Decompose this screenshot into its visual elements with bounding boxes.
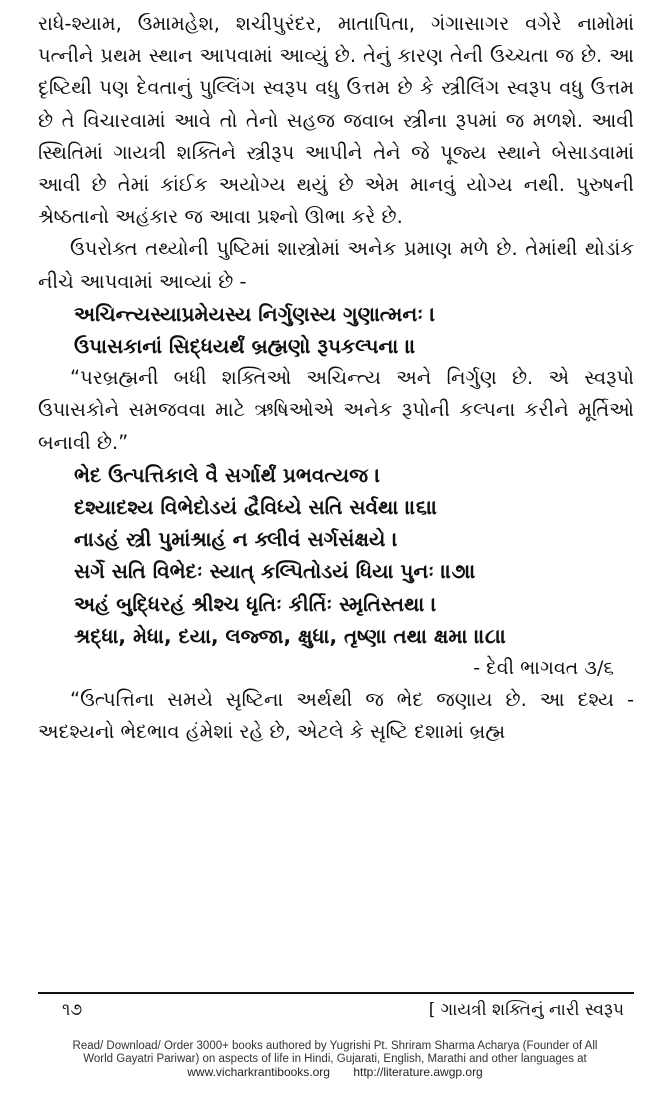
credit-links	[0, 1066, 670, 1079]
verse-source: - દેવી ભાગવત ૩/૬	[473, 657, 614, 680]
book-title: [ ગાયત્રી શક્તિનું નારી સ્વરૂપ	[428, 1000, 624, 1020]
publisher-credit	[0, 1040, 670, 1079]
verse-line: શ્રદ્ધા, મેધા, દયા, લજ્જા, ક્ષુધા, તૃષ્ણા તથા ક્ષમા ॥૮॥	[74, 623, 507, 648]
credit-line-1: Read/ Download/ Order 3000+ books authored by Yugrishi Pt. Shriram Sharma Acharya (Founder of All	[72, 1040, 598, 1052]
page-footer	[38, 1000, 634, 1028]
website-link[interactable]: www.vicharkrantibooks.org	[187, 1065, 330, 1079]
verse-line: સર્ગે સતિ વિભેદઃ સ્યાત્ કલ્પિતોડયં ધિયા પુનઃ ॥૭॥	[74, 559, 476, 584]
literature-link[interactable]: http://literature.awgp.org	[353, 1065, 483, 1079]
page-body	[38, 8, 634, 748]
body-paragraph-3: “પરબ્રહ્મની બધી શક્તિઓ અચિન્ત્ય અને નિર્ગુણ છે. એ સ્વરૂપો ઉપાસકોને સમજવવા માટે ઋષિઓએ અનેક રૂપોની કલ્પના કરીને મૂર્તિઓ બનાવી છે.”	[38, 366, 634, 454]
verse-line: ભેદ ઉત્પત્તિકાલે વૈ સર્ગાર્થં પ્રભવત્યજ ।	[74, 462, 381, 487]
credit-line-2: World Gayatri Pariwar) on aspects of life in Hindi, Gujarati, English, Marathi and other languages at	[83, 1053, 587, 1065]
verse-line: દશ્યાદશ્ય વિભેદોડયં દ્વૈવિધ્યે સતિ સર્વથા ॥૬॥	[74, 495, 438, 520]
footer-divider	[38, 992, 634, 994]
page-number: ૧૭	[62, 1000, 83, 1020]
verse-line: અચિન્ત્યસ્યાપ્રમેયસ્ય નિર્ગુણસ્ય ગુણાત્મનઃ ।	[74, 301, 436, 326]
verse-line: નાડહં સ્ત્રી પુમાંશ્રાહં ન ક્લીવં સર્ગસંક્ષયે ।	[74, 527, 398, 552]
body-paragraph-4: “ઉત્પત્તિના સમયે સૃષ્ટિના અર્થથી જ ભેદ જણાય છે. આ દશ્ય - અદશ્યનો ભેદભાવ હંમેશાં રહે છે, એટલે કે સૃષ્ટિ દશામાં બ્રહ્મ	[38, 688, 634, 744]
verse-line: અહં બુદ્ધિરહં શ્રીશ્ચ ધૃતિઃ કીર્તિઃ સ્મૃતિસ્તથા ।	[74, 591, 437, 616]
verse-line: ઉપાસકાનાં સિદ્ધયર્થં બ્રહ્મણો રૂપકલ્પના ॥	[74, 334, 416, 359]
body-paragraph-1: રાધે-શ્યામ, ઉમામહેશ, શચીપુરંદર, માતાપિતા, ગંગાસાગર વગેરે નામોમાં પત્નીને પ્રથમ સ્થાન આપવામાં આવ્યું છે. તેનું કારણ તેની ઉચ્ચતા જ છે. આ દૃષ્ટિથી પણ દેવતાનું પુલ્લિંગ સ્વરૂપ વધુ ઉત્તમ છે કે સ્ત્રીલિંગ સ્વરૂપ વધુ ઉત્તમ છે તે વિચારવામાં આવે તો તેનો સહજ જવાબ સ્ત્રીના રૂપમાં જ મળશે. આવી સ્થિતિમાં ગાયત્રી શક્તિને સ્ત્રીરૂપ આપીને તેને જે પૂજ્ય સ્થાને બેસાડવામાં આવી છે તેમાં કાંઈક અયોગ્ય થયું છે એમ માનવું યોગ્ય નથી. પુરુષની શ્રેષ્ઠતાનો અહંકાર જ આવા પ્રશ્નો ઊભા કરે છે.	[38, 12, 634, 229]
body-paragraph-2: ઉપરોક્ત તથ્યોની પુષ્ટિમાં શાસ્ત્રોમાં અનેક પ્રમાણ મળે છે. તેમાંથી થોડાંક નીચે આપવામાં આવ્યાં છે -	[38, 237, 634, 293]
verse-block-2	[38, 459, 634, 652]
verse-block-1	[38, 298, 634, 362]
